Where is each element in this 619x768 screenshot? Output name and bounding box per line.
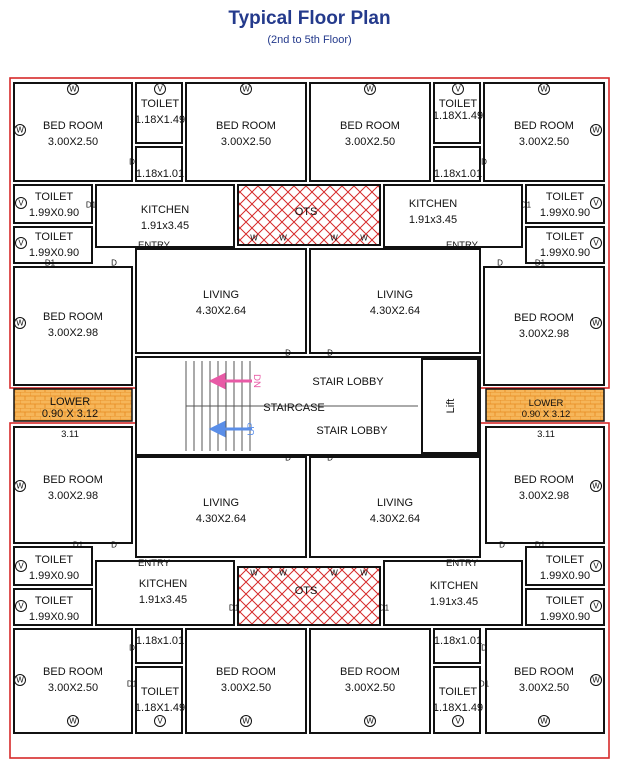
- svg-text:3.00X2.98: 3.00X2.98: [47, 490, 99, 502]
- svg-text:LIVING: LIVING: [202, 289, 240, 301]
- svg-text:V: V: [593, 198, 599, 208]
- svg-text:D: D: [111, 258, 117, 268]
- svg-text:4.30X2.64: 4.30X2.64: [369, 305, 421, 317]
- svg-text:1.18x1.01: 1.18x1.01: [433, 635, 483, 647]
- svg-text:W: W: [16, 675, 24, 685]
- svg-text:W: W: [540, 84, 548, 94]
- svg-text:3.00X2.50: 3.00X2.50: [344, 136, 396, 148]
- svg-text:W: W: [592, 125, 600, 135]
- svg-text:W: W: [592, 318, 600, 328]
- svg-text:3.00X2.50: 3.00X2.50: [220, 136, 272, 148]
- svg-text:W: W: [250, 233, 258, 243]
- svg-text:0.90 X 3.12: 0.90 X 3.12: [521, 409, 571, 420]
- svg-text:D: D: [497, 258, 503, 268]
- svg-text:1.99X0.90: 1.99X0.90: [28, 611, 80, 623]
- page-subtitle: (2nd to 5th Floor): [267, 34, 352, 46]
- svg-text:TOILET: TOILET: [34, 191, 74, 203]
- svg-text:3.11: 3.11: [61, 429, 79, 440]
- svg-text:3.00X2.50: 3.00X2.50: [47, 682, 99, 694]
- svg-text:Lift: Lift: [445, 398, 457, 414]
- svg-text:1.18x1.01: 1.18x1.01: [135, 635, 185, 647]
- svg-text:W: W: [69, 84, 77, 94]
- svg-text:V: V: [157, 716, 163, 726]
- svg-text:LOWER: LOWER: [49, 396, 91, 408]
- svg-text:W: W: [242, 716, 250, 726]
- svg-text:OTS: OTS: [294, 206, 318, 218]
- svg-text:1.91x3.45: 1.91x3.45: [408, 214, 458, 226]
- svg-text:STAIR LOBBY: STAIR LOBBY: [312, 376, 384, 388]
- svg-text:W: W: [16, 125, 24, 135]
- svg-text:1.18X1.49: 1.18X1.49: [432, 110, 484, 122]
- svg-text:V: V: [455, 84, 461, 94]
- svg-text:1.18X1.49: 1.18X1.49: [134, 702, 186, 714]
- svg-text:ENTRY: ENTRY: [445, 558, 479, 569]
- svg-text:V: V: [18, 198, 24, 208]
- svg-text:1.91x3.45: 1.91x3.45: [138, 594, 188, 606]
- svg-text:KITCHEN: KITCHEN: [408, 198, 458, 210]
- svg-text:1.99X0.90: 1.99X0.90: [28, 247, 80, 259]
- svg-text:OTS: OTS: [294, 585, 318, 597]
- svg-text:D: D: [129, 157, 135, 167]
- svg-text:3.00X2.98: 3.00X2.98: [518, 328, 570, 340]
- svg-text:D1: D1: [72, 540, 84, 550]
- svg-text:W: W: [16, 318, 24, 328]
- svg-text:TOILET: TOILET: [34, 554, 74, 566]
- svg-text:D: D: [481, 157, 487, 167]
- svg-text:V: V: [18, 601, 24, 611]
- svg-text:D1: D1: [478, 679, 490, 689]
- svg-text:KITCHEN: KITCHEN: [138, 578, 188, 590]
- svg-text:0.90 X 3.12: 0.90 X 3.12: [41, 408, 99, 420]
- svg-text:LOWER: LOWER: [528, 398, 564, 409]
- svg-text:ENTRY: ENTRY: [137, 558, 171, 569]
- svg-text:W: W: [242, 84, 250, 94]
- svg-text:D: D: [327, 348, 333, 358]
- svg-text:BED ROOM: BED ROOM: [216, 666, 276, 678]
- svg-text:W: W: [330, 233, 338, 243]
- svg-text:1.99X0.90: 1.99X0.90: [539, 207, 591, 219]
- svg-text:BED ROOM: BED ROOM: [340, 666, 400, 678]
- svg-text:BED ROOM: BED ROOM: [216, 120, 276, 132]
- svg-text:LIVING: LIVING: [202, 497, 240, 509]
- svg-text:TOILET: TOILET: [545, 554, 585, 566]
- svg-text:TOILET: TOILET: [140, 686, 180, 698]
- svg-text:V: V: [593, 561, 599, 571]
- svg-text:1.99X0.90: 1.99X0.90: [539, 570, 591, 582]
- svg-text:W: W: [16, 481, 24, 491]
- svg-text:1.99X0.90: 1.99X0.90: [28, 207, 80, 219]
- svg-text:D: D: [285, 348, 291, 358]
- svg-text:D: D: [327, 453, 333, 463]
- svg-text:TOILET: TOILET: [140, 98, 180, 110]
- svg-text:V: V: [157, 84, 163, 94]
- svg-text:D1: D1: [378, 603, 390, 613]
- svg-text:D1: D1: [534, 540, 546, 550]
- svg-text:W: W: [592, 675, 600, 685]
- svg-text:BED ROOM: BED ROOM: [514, 474, 574, 486]
- svg-text:BED ROOM: BED ROOM: [43, 474, 103, 486]
- svg-text:TOILET: TOILET: [34, 231, 74, 243]
- svg-text:D1: D1: [520, 200, 532, 210]
- svg-text:BED ROOM: BED ROOM: [340, 120, 400, 132]
- svg-text:V: V: [455, 716, 461, 726]
- svg-text:W: W: [360, 568, 368, 578]
- svg-text:D: D: [285, 453, 291, 463]
- svg-text:W: W: [330, 568, 338, 578]
- svg-text:TOILET: TOILET: [545, 231, 585, 243]
- svg-text:1.18X1.49: 1.18X1.49: [134, 114, 186, 126]
- svg-text:TOILET: TOILET: [438, 98, 478, 110]
- svg-text:TOILET: TOILET: [545, 191, 585, 203]
- svg-text:V: V: [593, 601, 599, 611]
- svg-text:UP: UP: [246, 422, 257, 436]
- svg-text:3.00X2.50: 3.00X2.50: [220, 682, 272, 694]
- svg-text:W: W: [366, 716, 374, 726]
- svg-text:3.11: 3.11: [537, 429, 555, 440]
- svg-text:1.99X0.90: 1.99X0.90: [28, 570, 80, 582]
- svg-text:TOILET: TOILET: [545, 595, 585, 607]
- svg-text:W: W: [366, 84, 374, 94]
- svg-text:3.00X2.98: 3.00X2.98: [47, 327, 99, 339]
- svg-text:3.00X2.50: 3.00X2.50: [47, 136, 99, 148]
- svg-text:KITCHEN: KITCHEN: [140, 204, 190, 216]
- svg-text:1.99X0.90: 1.99X0.90: [539, 611, 591, 623]
- svg-text:1.18x1.01: 1.18x1.01: [433, 168, 483, 180]
- svg-text:BED ROOM: BED ROOM: [514, 666, 574, 678]
- svg-text:D1: D1: [228, 603, 240, 613]
- svg-text:D: D: [499, 540, 505, 550]
- svg-text:W: W: [69, 716, 77, 726]
- svg-text:V: V: [18, 238, 24, 248]
- svg-text:BED ROOM: BED ROOM: [43, 311, 103, 323]
- svg-text:D: D: [129, 643, 135, 653]
- svg-text:D: D: [481, 643, 487, 653]
- svg-text:TOILET: TOILET: [34, 595, 74, 607]
- svg-text:W: W: [279, 568, 287, 578]
- svg-text:BED ROOM: BED ROOM: [514, 312, 574, 324]
- svg-text:LIVING: LIVING: [376, 289, 414, 301]
- svg-text:3.00X2.50: 3.00X2.50: [518, 682, 570, 694]
- svg-text:BED ROOM: BED ROOM: [43, 666, 103, 678]
- svg-text:STAIRCASE: STAIRCASE: [263, 402, 325, 414]
- svg-text:D1: D1: [126, 679, 138, 689]
- svg-text:TOILET: TOILET: [438, 686, 478, 698]
- svg-text:4.30X2.64: 4.30X2.64: [369, 513, 421, 525]
- svg-text:1.99X0.90: 1.99X0.90: [539, 247, 591, 259]
- svg-text:STAIR LOBBY: STAIR LOBBY: [316, 425, 388, 437]
- svg-text:4.30X2.64: 4.30X2.64: [195, 513, 247, 525]
- svg-text:3.00X2.98: 3.00X2.98: [518, 490, 570, 502]
- svg-text:1.91x3.45: 1.91x3.45: [429, 596, 479, 608]
- svg-text:ENTRY: ENTRY: [137, 240, 171, 251]
- page-title: Typical Floor Plan: [228, 8, 391, 29]
- svg-text:W: W: [540, 716, 548, 726]
- svg-text:D1: D1: [534, 258, 546, 268]
- svg-text:ENTRY: ENTRY: [445, 240, 479, 251]
- svg-text:KITCHEN: KITCHEN: [429, 580, 479, 592]
- svg-text:4.30X2.64: 4.30X2.64: [195, 305, 247, 317]
- svg-text:3.00X2.50: 3.00X2.50: [518, 136, 570, 148]
- svg-text:W: W: [279, 233, 287, 243]
- svg-text:BED ROOM: BED ROOM: [43, 120, 103, 132]
- svg-text:D1: D1: [85, 200, 97, 210]
- svg-text:D1: D1: [44, 258, 56, 268]
- svg-text:3.00X2.50: 3.00X2.50: [344, 682, 396, 694]
- svg-text:V: V: [593, 238, 599, 248]
- svg-text:BED ROOM: BED ROOM: [514, 120, 574, 132]
- svg-text:1.18x1.01: 1.18x1.01: [135, 168, 185, 180]
- svg-text:V: V: [18, 561, 24, 571]
- svg-text:DN: DN: [251, 374, 262, 388]
- svg-text:D: D: [111, 540, 117, 550]
- svg-text:1.18X1.49: 1.18X1.49: [432, 702, 484, 714]
- svg-text:W: W: [360, 233, 368, 243]
- svg-text:1.91x3.45: 1.91x3.45: [140, 220, 190, 232]
- svg-text:W: W: [592, 481, 600, 491]
- svg-text:W: W: [250, 568, 258, 578]
- svg-text:LIVING: LIVING: [376, 497, 414, 509]
